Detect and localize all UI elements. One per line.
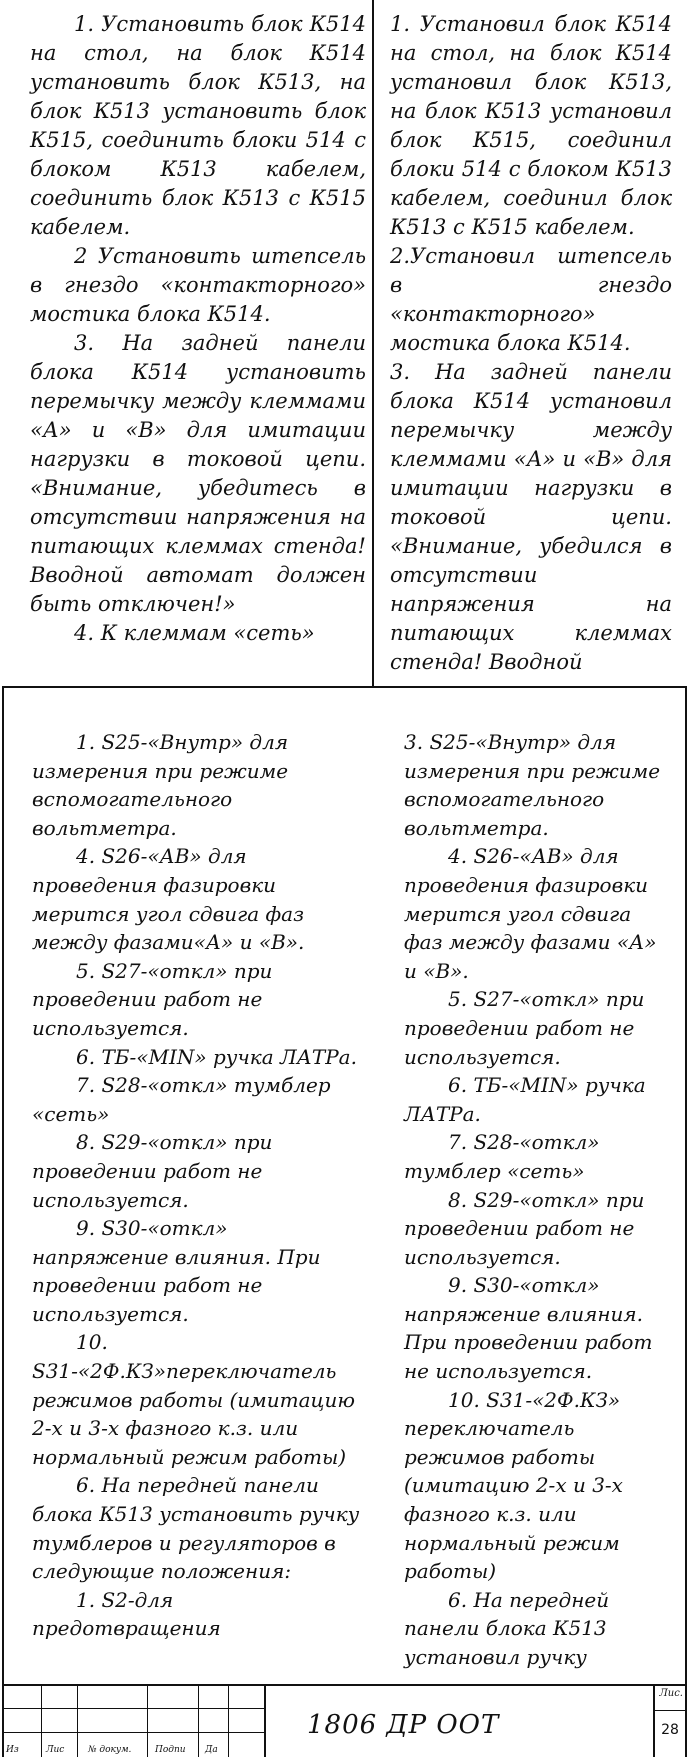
document-code: 1806 ДР ООТ (307, 1710, 500, 1740)
paragraph: 6. На передней панели блока К513 установил ручку (404, 1587, 610, 1669)
paragraph: 3. На задней панели блока К514 установить перемычку между клеммами «А» и «В» для имитации нагрузки в токовой цепи. «Внимание, убедитесь в отсутствии напряжения на питающих клеммах стенда! Вводной автомат должен быть отключен!» (30, 331, 366, 616)
paragraph: 3. S25-«Внутр» для измерения при режиме вспомогательного вольтметра. (404, 730, 661, 840)
title-col-label-date: Да (205, 1745, 218, 1755)
paragraph: 8. S29-«откл» при проведении работ не используется. (404, 1187, 645, 1269)
paragraph: 9. S30-«откл» напряжение влияния. При проведении работ не используется. (32, 1216, 321, 1326)
paragraph: 6. ТБ-«MIN» ручка ЛАТРа. (76, 1044, 357, 1069)
paragraph: 2 Установить штепсель в гнездо «контакторного» мостика блока К514. (30, 244, 366, 326)
sheet-label: Лис. (659, 1688, 683, 1699)
paragraph: 2.Установил штепсель в гнездо «контакторного» мостика блока К514. (390, 244, 672, 355)
sheet-number: 28 (661, 1722, 679, 1738)
title-col-label-signature: Подпи (155, 1745, 186, 1755)
paragraph: 5. S27-«откл» при проведении работ не используется. (32, 958, 273, 1040)
paragraph: 6. На передней панели блока К513 установить ручку тумблеров и регуляторов в следующие положения: (32, 1473, 360, 1584)
paragraph: 4. К клеммам «сеть» (74, 621, 315, 645)
paragraph: 1. S25-«Внутр» для измерения при режиме вспомогательного вольтметра. (32, 730, 289, 840)
page-frame-right (685, 686, 687, 1757)
top-right-column (378, 4, 680, 687)
paragraph: 1. S2-для предотвращения (32, 1587, 221, 1641)
paragraph: 7. S28-«откл» тумблер «сеть» (404, 1130, 600, 1183)
paragraph: 10. S31-«2Ф.КЗ» переключатель режимов работы (имитацию 2-х и 3-х фазного к.з. или нормальный режим работы) (404, 1387, 623, 1584)
paragraph: 7. S28-«откл» тумблер «сеть» (32, 1073, 331, 1126)
paragraph: 6. ТБ-«MIN» ручка ЛАТРа. (404, 1073, 646, 1126)
title-col-label-doc-number: № докум. (88, 1745, 132, 1755)
paragraph: 10. S31-«2Ф.КЗ»переключатель режимов работы (имитацию 2-х и 3-х фазного к.з. или нормальный режим работы) (32, 1330, 355, 1469)
bottom-right-column (390, 724, 680, 1684)
top-left-column (14, 4, 370, 687)
paragraph: 4. S26-«АВ» для проведения фазировки мерится угол сдвига фаз между фазами «А» и «В». (404, 844, 657, 983)
paragraph: 1. Установить блок К514 на стол, на блок К514 установить блок К513, на блок К513 установить блок К515, соединить блоки 514 с блоком К513 кабелем, соединить блок К513 с К515 кабелем. (30, 12, 366, 239)
title-col-label-change: Из (6, 1745, 19, 1755)
paragraph: 9. S30-«откл» напряжение влияния. При проведении работ не используется. (404, 1273, 653, 1384)
title-block (2, 1684, 687, 1757)
title-col-label-sheet: Лис (46, 1745, 65, 1755)
top-column-divider (372, 0, 374, 687)
paragraph: 5. S27-«откл» при проведении работ не используется. (404, 987, 645, 1069)
paragraph: 1. Установил блок К514 на стол, на блок К514 установил блок К513, на блок К513 установил блок К515, соединил блоки 514 с блоком К513 кабелем, соединил блок К513 с К515 кабелем. (390, 12, 672, 239)
paragraph: 4. S26-«АВ» для проведения фазировки мерится угол сдвига фаз между фазами«А» и «В». (32, 844, 305, 955)
paragraph: 8. S29-«откл» при проведении работ не используется. (32, 1130, 273, 1212)
page-frame-top (2, 686, 687, 688)
bottom-left-column (14, 724, 370, 1684)
page-frame-left (2, 686, 4, 1757)
paragraph: 3. На задней панели блока К514 установил перемычку между клеммами «А» и «В» для имитации нагрузки в токовой цепи. «Внимание, убедился в отсутствии напряжения на питающих клеммах стенда! Вводной (390, 360, 672, 674)
